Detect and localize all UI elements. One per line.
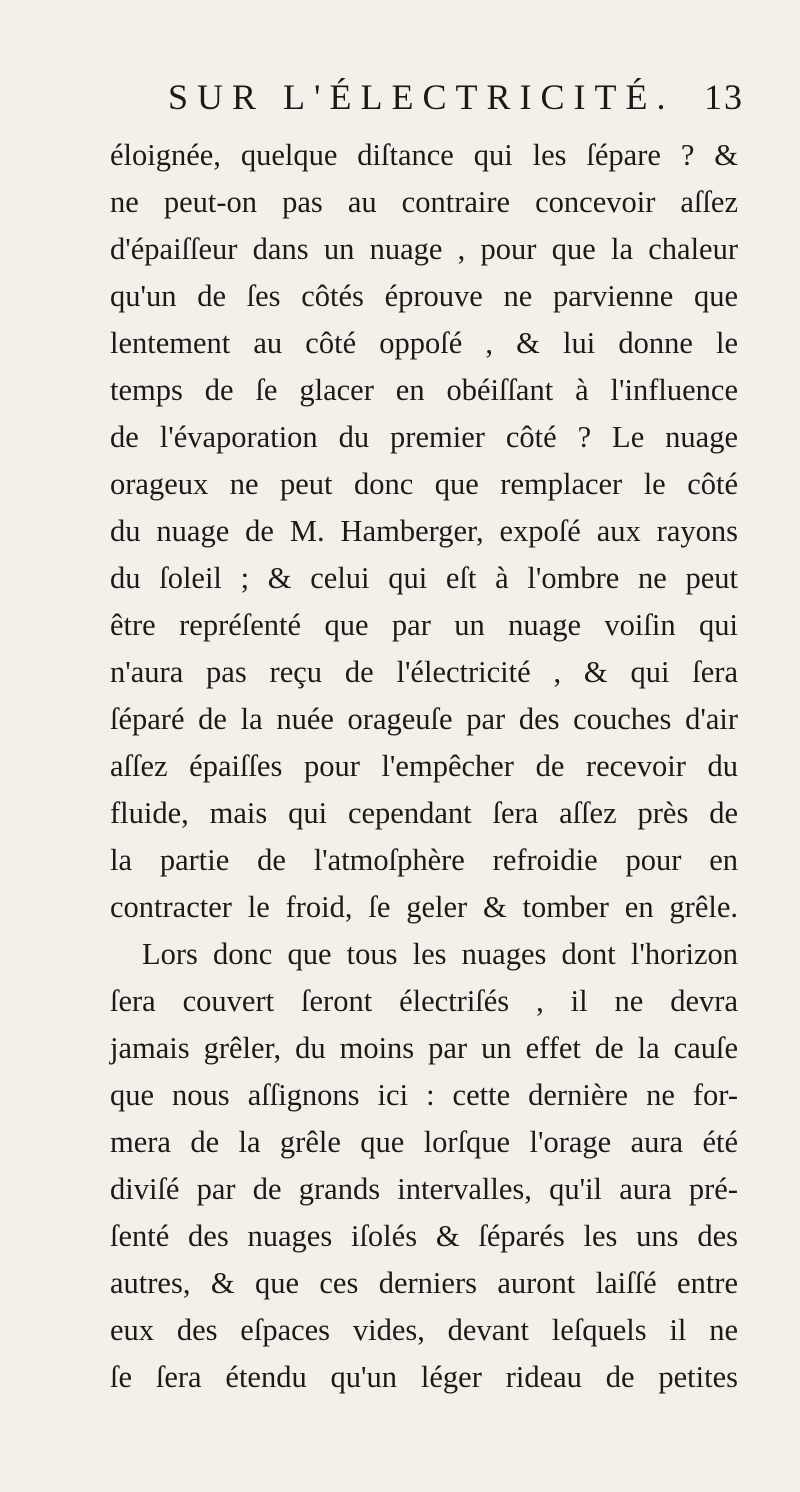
- text-line: contracter le froid, ſe geler & tomber en grêle.: [110, 890, 738, 924]
- text-line: éloignée, quelque diſtance qui les ſépare ? &: [110, 138, 738, 172]
- text-line: qu'un de ſes côtés éprouve ne parvienne que: [110, 279, 738, 313]
- running-title: SUR L'ÉLECTRICITÉ.: [168, 77, 675, 117]
- text-line: ſenté des nuages iſolés & ſéparés les uns des: [110, 1219, 738, 1253]
- text-line: du ſoleil ; & celui qui eſt à l'ombre ne peut: [110, 561, 738, 595]
- body-text: [110, 132, 738, 1401]
- text-line: orageux ne peut donc que remplacer le côté: [110, 467, 738, 501]
- text-line: du nuage de M. Hamberger, expoſé aux rayons: [110, 514, 738, 548]
- text-line: être repréſenté que par un nuage voiſin qui: [110, 608, 738, 642]
- running-head: [160, 72, 760, 122]
- text-line: ſe ſera étendu qu'un léger rideau de petites: [110, 1360, 738, 1394]
- text-line: ſéparé de la nuée orageuſe par des couches d'air: [110, 702, 738, 736]
- text-line: eux des eſpaces vides, devant leſquels il ne: [110, 1313, 738, 1347]
- text-line: la partie de l'atmoſphère refroidie pour en: [110, 843, 738, 877]
- text-line: autres, & que ces derniers auront laiſſé entre: [110, 1266, 738, 1300]
- text-line: ſera couvert ſeront électriſés , il ne devra: [110, 984, 738, 1018]
- text-line: que nous aſſignons ici : cette dernière ne for-: [110, 1078, 738, 1112]
- text-line: d'épaiſſeur dans un nuage , pour que la chaleur: [110, 232, 738, 266]
- text-line: n'aura pas reçu de l'électricité , & qui ſera: [110, 655, 738, 689]
- page-number: 13: [704, 77, 744, 117]
- text-line: fluide, mais qui cependant ſera aſſez près de: [110, 796, 738, 830]
- text-line: Lors donc que tous les nuages dont l'horizon: [142, 937, 738, 971]
- text-line: ne peut-on pas au contraire concevoir aſſez: [110, 185, 738, 219]
- text-line: lentement au côté oppoſé , & lui donne le: [110, 326, 738, 360]
- text-line: temps de ſe glacer en obéiſſant à l'influence: [110, 373, 738, 407]
- text-line: jamais grêler, du moins par un effet de la cauſe: [110, 1031, 738, 1065]
- text-line: aſſez épaiſſes pour l'empêcher de recevoir du: [110, 749, 738, 783]
- text-line: diviſé par de grands intervalles, qu'il aura pré-: [110, 1172, 738, 1206]
- text-line: mera de la grêle que lorſque l'orage aura été: [110, 1125, 738, 1159]
- text-line: de l'évaporation du premier côté ? Le nuage: [110, 420, 738, 454]
